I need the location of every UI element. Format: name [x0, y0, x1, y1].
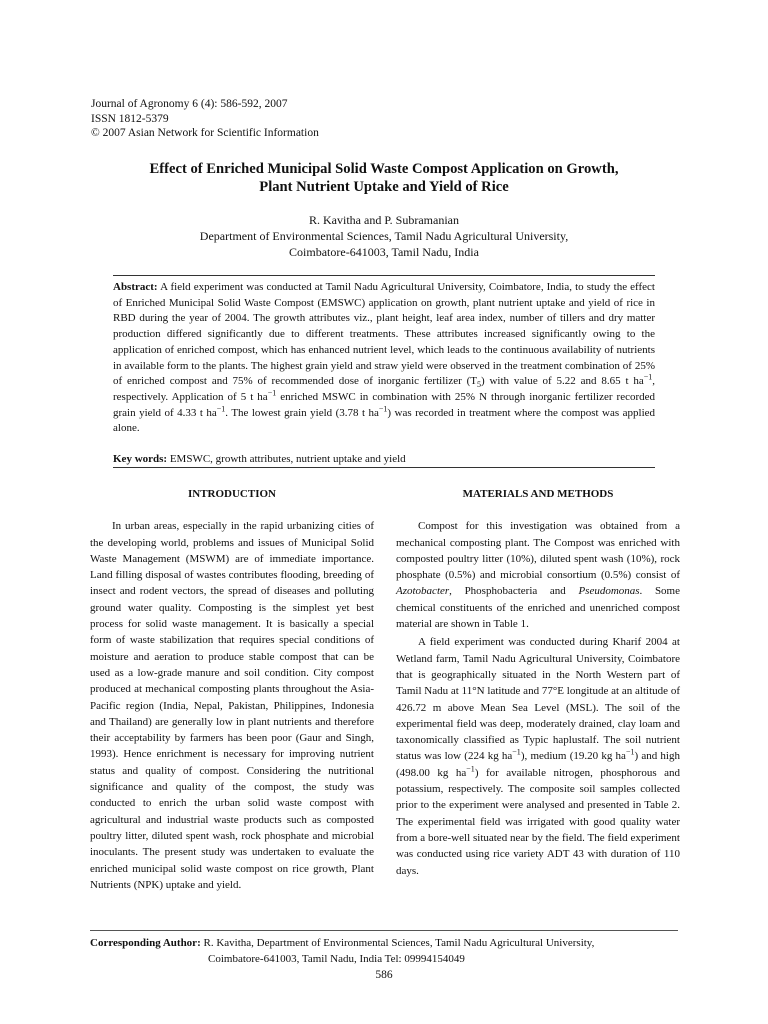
corresponding-line-1 — [90, 936, 680, 952]
keywords — [113, 452, 655, 466]
abstract-label: Abstract: — [113, 281, 158, 293]
methods-text: Compost for this investigation was obtained from a mechanical composting plant. The Compost was enriched with composted poultry litter (10%), diluted spent wash (10%), rock phosphate (0.5%) and microbial consortium (0.5%) consist of — [396, 520, 680, 582]
title-line-1: Effect of Enriched Municipal Solid Waste Compost Application on Growth, — [149, 161, 619, 177]
abstract-text: ) with value of 5.22 and 8.65 t ha — [480, 375, 644, 388]
abstract-text: ) was recorded in treatment where the compost was applied alone. — [113, 406, 656, 435]
methods-text: ) for available nitrogen, phosphorous and potassium, respectively. The composite soil samples collected prior to the experiment were analysed and presented in Table 2. The experimental field was irrigated with good quality water from a bore-well situated near by the field. The field experiment was conducted using rice variety ADT 43 with duration of 110 days. — [396, 766, 681, 877]
methods-paragraph-1 — [396, 518, 680, 632]
methods-text: ) and high (498.00 kg ha — [396, 750, 680, 779]
issn: ISSN 1812-5379 — [91, 112, 169, 125]
methods-heading: MATERIALS AND METHODS — [462, 488, 614, 500]
methods-text: A field experiment was conducted during Kharif 2004 at Wetland farm, Tamil Nadu Agricultural University, Coimbatore that is geographically situated in the North Western part of Tamil Nadu at 11°N latitude and 77°E longitude at an altitude of 426.72 m above Mean Sea Level (MSL). The soil of the experimental field was deep, moderately drained, clay loam and taxonomically classified as Typic haplustalf. The soil nutrient status was low (224 kg ha — [396, 636, 680, 763]
abstract-top-rule — [113, 275, 655, 276]
paper-title — [100, 160, 668, 196]
copyright: © 2007 Asian Network for Scientific Information — [91, 127, 319, 140]
introduction-heading: INTRODUCTION — [187, 488, 276, 500]
methods-column — [396, 486, 680, 879]
methods-sup: −1 — [625, 747, 635, 757]
title-line-2: Plant Nutrient Uptake and Yield of Rice — [259, 179, 509, 195]
abstract-text: . The lowest grain yield (3.78 t ha — [225, 406, 379, 419]
abstract-sup: −1 — [378, 403, 388, 413]
corresponding-author — [90, 936, 680, 967]
methods-text: , Phosphobacteria and — [449, 585, 579, 598]
methods-italic: Azotobacter — [396, 585, 450, 598]
keywords-bottom-rule — [113, 467, 655, 468]
affiliation-line-2: Coimbatore-641003, Tamil Nadu, India — [289, 245, 479, 259]
abstract-text: , respectively. Application of 5 t ha — [113, 375, 655, 403]
methods-paragraph-2 — [396, 634, 680, 878]
abstract — [113, 280, 655, 437]
corresponding-label: Corresponding Author: — [90, 937, 201, 949]
journal-citation: Journal of Agronomy 6 (4): 586-592, 2007 — [91, 98, 288, 110]
corresponding-line-2: Coimbatore-641003, Tamil Nadu, India Tel: 09994154049 — [208, 952, 465, 965]
methods-sup: −1 — [512, 747, 521, 757]
corresponding-text: R. Kavitha, Department of Environmental Sciences, Tamil Nadu Agricultural University, — [200, 937, 595, 949]
introduction-column — [90, 486, 374, 893]
abstract-sup: −1 — [267, 388, 277, 398]
abstract-sup: −1 — [643, 372, 653, 382]
journal-header — [91, 97, 319, 141]
abstract-text: A field experiment was conducted at Tamil Nadu Agricultural University, Coimbatore, India, to study the effect of Enriched Municipal Solid Waste Compost (EMSWC) application on growth, plant nutrient uptake and yield of rice in RBD during the year of 2004. The growth attributes viz., plant height, leaf area index, number of tillers and dry matter production differed significantly due to different treatments. These attributes increased significantly owing to the application of enriched compost, which has enhanced nutrient level, which leads to the continuous availability of nutrients in available form to the plants. The highest grain yield and straw yield were observed in the treatment combination of 25% of enriched compost and 75% of recommended dose of inorganic fertilizer (T — [113, 281, 655, 388]
methods-italic: Pseudomonas — [578, 585, 640, 598]
footer-rule — [90, 930, 678, 931]
keywords-label: Key words: — [113, 453, 168, 465]
methods-text: ), medium (19.20 kg ha — [520, 750, 626, 763]
methods-sup: −1 — [466, 764, 475, 774]
abstract-sub: 5 — [476, 380, 481, 390]
author-names: R. Kavitha and P. Subramanian — [309, 213, 459, 227]
introduction-paragraph: In urban areas, especially in the rapid urbanizing cities of the developing world, problems and issues of Municipal Solid Waste Management (MSWM) are of immediate importance. Land filling disposal of wastes contributes flooding, breeding of insect and rodent vectors, the spread of diseases and polluting ground water quality. Composting is the simplest yet best process for solid waste management. It is basically a special form of waste stabilization that requires special conditions of moisture and aeration to produce stable compost that can be used as a low-grade manure and soil condition. City compost produced at mechanical composting plants throughout the Asia-Pacific region (India, Nepal, Pakistan, Philippines, Indonesia and Thailand) are generally low in plant nutrients and therefore their acceptability by farmers has been poor (Gaur and Singh, 1993). Hence enrichment is necessary for improving nutrient status and quality of compost. Considering the nutritional significance and quality of the compost, the study was conducted to enrich the urban solid waste compost with agricultural and industrial waste products such as composted poultry litter, diluted spent wash, rock phosphate and microbial inoculants. The present study was undertaken to evaluate the enriched municipal solid waste compost on rice growth, Plant Nutrients (NPK) uptake and yield. — [90, 520, 374, 891]
methods-text: . Some chemical constituents of the enriched and unenriched compost material are shown in Table 1. — [396, 585, 680, 631]
abstract-sup: −1 — [216, 403, 226, 413]
keywords-text: EMSWC, growth attributes, nutrient uptake and yield — [167, 453, 406, 465]
author-block — [100, 212, 668, 260]
abstract-text: enriched MSWC in combination with 25% N through inorganic fertilizer recorded grain yield of 4.33 t ha — [113, 390, 655, 419]
affiliation-line-1: Department of Environmental Sciences, Tamil Nadu Agricultural University, — [199, 229, 569, 243]
page-number: 586 — [375, 969, 393, 981]
